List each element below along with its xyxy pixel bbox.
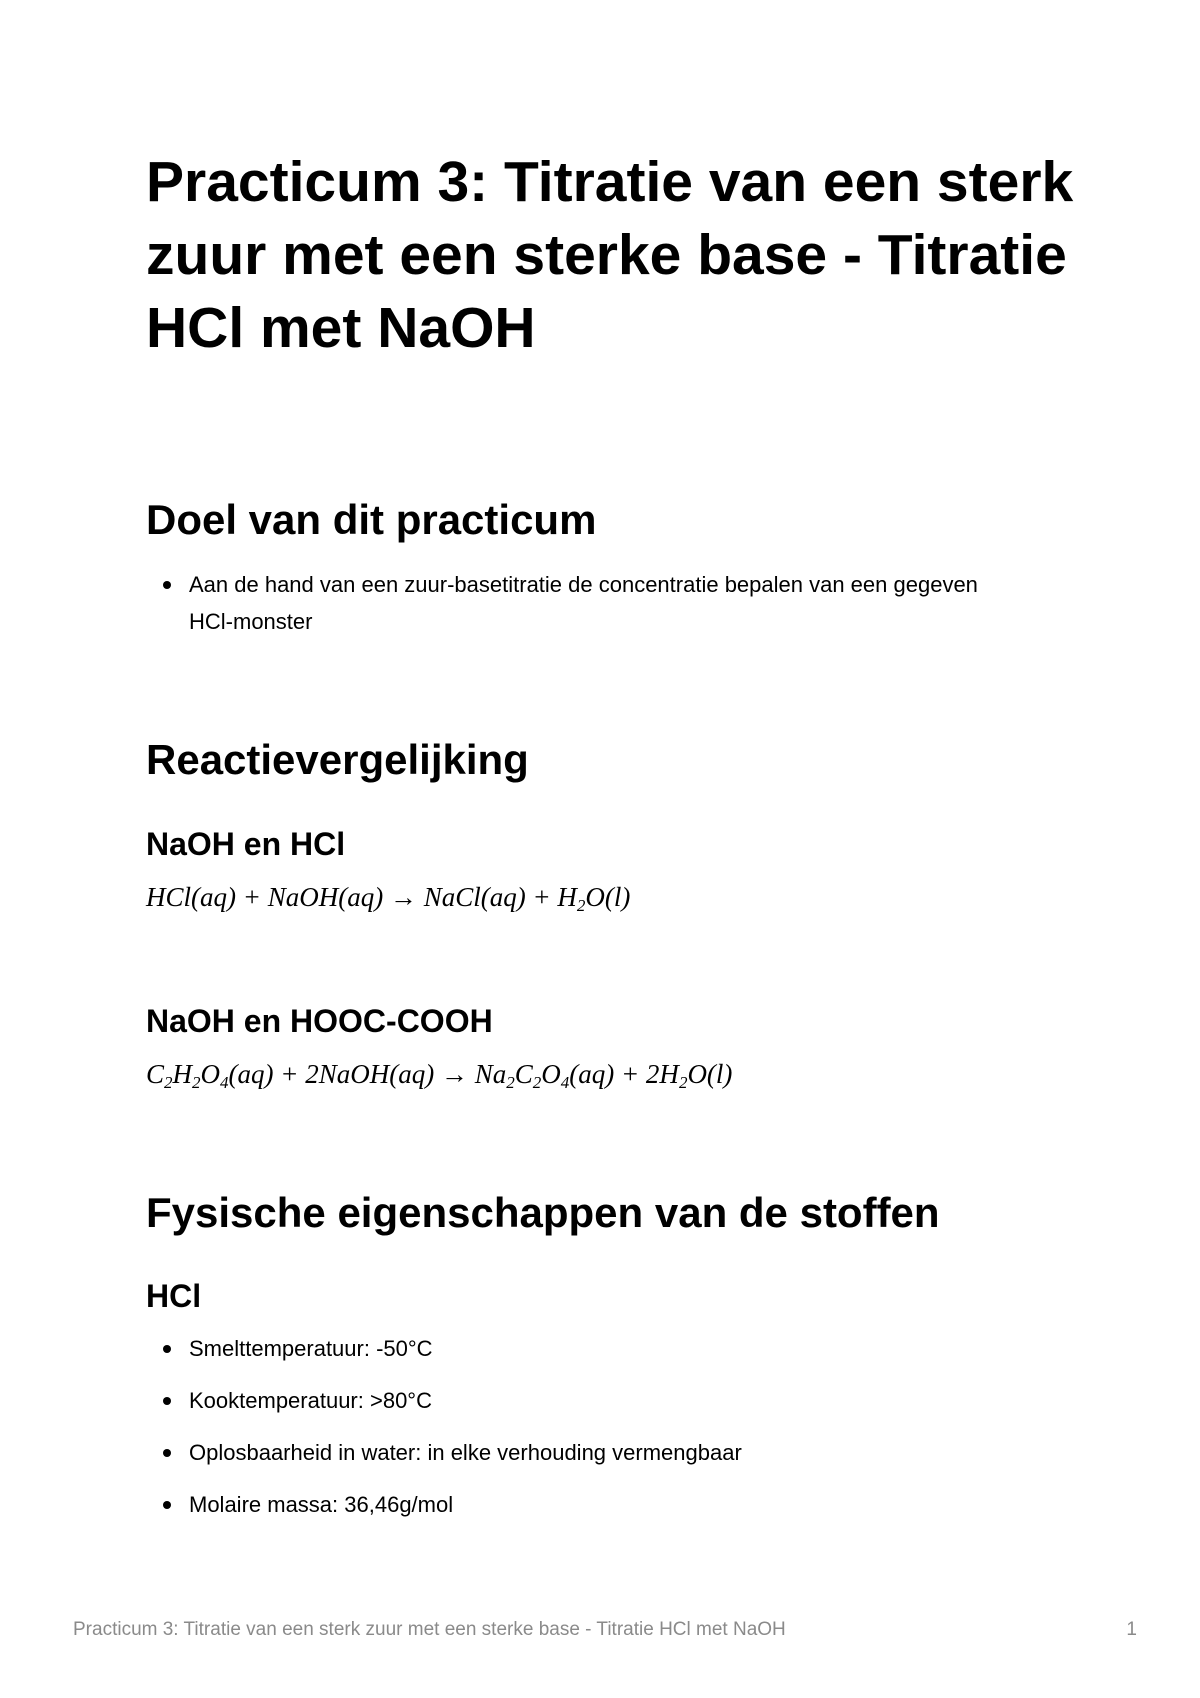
footer-page-number: 1 (1126, 1619, 1137, 1640)
subheading-naoh-hooc: NaOH en HOOC-COOH (146, 1003, 493, 1039)
equation-naoh-hooc: $C_2H_2O_4(aq)$ + 2NaOH(aq) → $Na_2C_2O_4(aq) + 2H_2O(l)$ (146, 1059, 733, 1092)
hcl-properties-list (146, 1330, 1006, 1538)
section-heading-reactie: Reactievergelijking (146, 736, 529, 783)
list-item: Aan de hand van een zuur-basetitratie de concentratie bepalen van een gegeven HCl-monster (146, 566, 1006, 640)
list-item: Smelttemperatuur: -50°C (146, 1330, 1006, 1367)
list-item: Molaire massa: 36,46g/mol (146, 1486, 1006, 1523)
section-heading-fysisch: Fysische eigenschappen van de stoffen (146, 1189, 940, 1236)
list-item: Kooktemperatuur: >80°C (146, 1382, 1006, 1419)
doel-list (146, 566, 1006, 640)
page-title: Practicum 3: Titratie van een sterk zuur met een sterke base - Titratie HCl met NaOH (146, 150, 1074, 360)
list-item: Oplosbaarheid in water: in elke verhouding vermengbaar (146, 1434, 1006, 1471)
equation-naoh-hcl: HCl(aq) + NaOH(aq) → NaCl(aq) + $H_2O(l)$ (146, 882, 631, 915)
subheading-naoh-hcl: NaOH en HCl (146, 826, 346, 862)
section-heading-doel: Doel van dit practicum (146, 496, 597, 543)
subheading-hcl: HCl (146, 1278, 202, 1314)
footer-title: Practicum 3: Titratie van een sterk zuur met een sterke base - Titratie HCl met NaOH (73, 1619, 786, 1640)
